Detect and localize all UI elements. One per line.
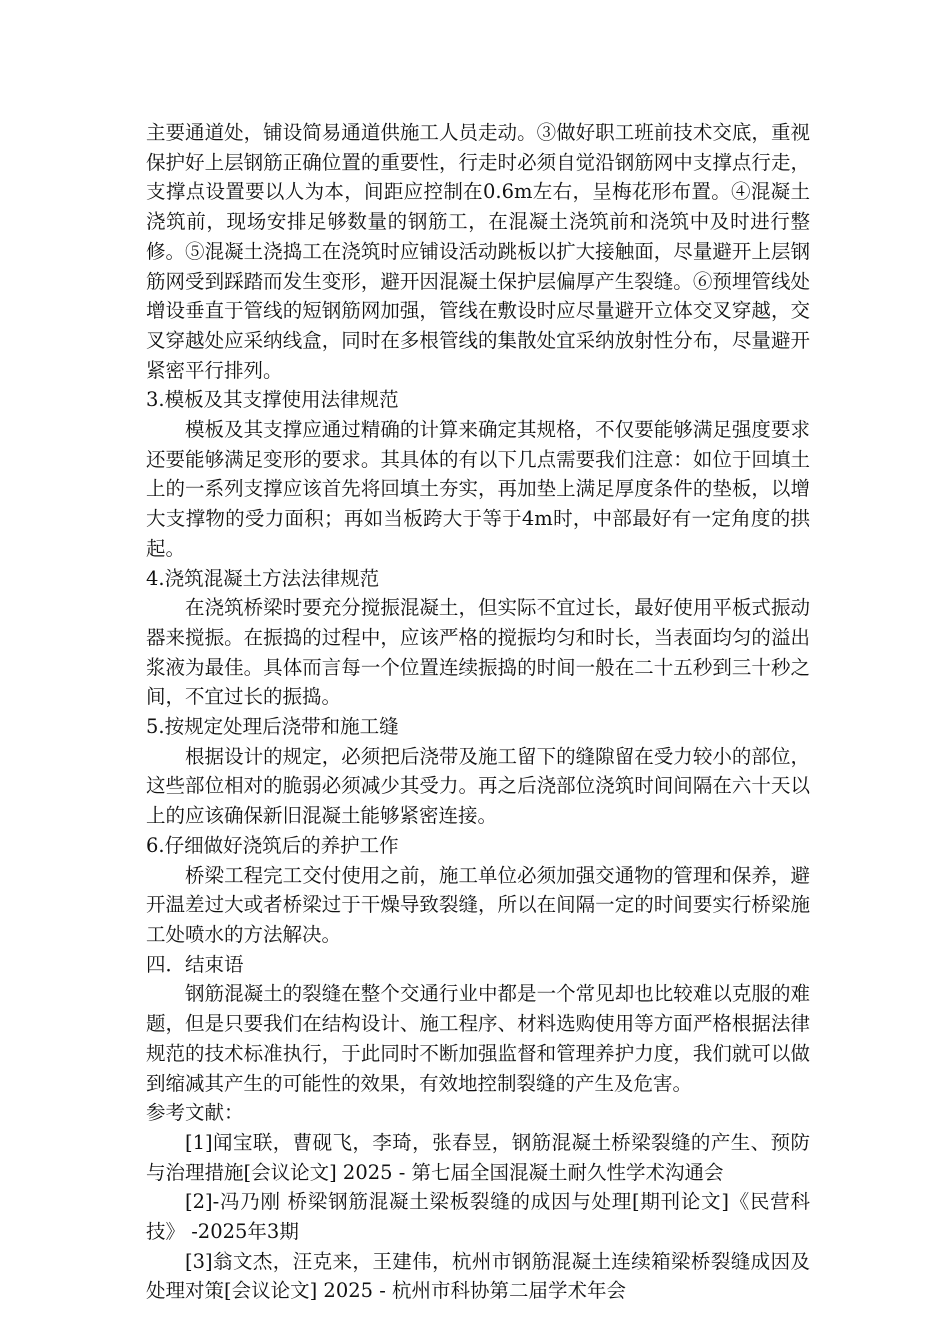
body-paragraph-construction-measures: 主要通道处，铺设简易通道供施工人员走动。③做好职工班前技术交底，重视保护好上层钢筋正确位置的重要性，行走时必须自觉沿钢筋网中支撑点行走，支撑点设置要以人为本，间距应控制在0.6m左右，呈梅花形布置。④混凝土浇筑前，现场安排足够数量的钢筋工，在混凝土浇筑前和浇筑中及时进行整修。⑤混凝土浇捣工在浇筑时应铺设活动跳板以扩大接触面，尽量避开上层钢筋网受到踩踏而发生变形，避开因混凝土保护层偏厚产生裂缝。⑥预埋管线处增设垂直于管线的短钢筋网加强，管线在敷设时应尽量避开立体交叉穿越，交叉穿越处应采纳线盒，同时在多根管线的集散处宜采纳放射性分布，尽量避开紧密平行排列。 <box>146 121 810 382</box>
section-heading-curing: 6.仔细做好浇筑后的养护工作 <box>146 833 399 857</box>
section-heading-formwork: 3.模板及其支撑使用法律规范 <box>146 388 399 412</box>
body-paragraph-conclusion: 钢筋混凝土的裂缝在整个交通行业中都是一个常见却也比较难以克服的难题，但是只要我们在结构设计、施工程序、材料选购使用等方面严格根据法律规范的技术标准执行，于此同时不断加强监督和管理养护力度，我们就可以做到缩减其产生的可能性的效果，有效地控制裂缝的产生及危害。 <box>146 982 810 1095</box>
body-paragraph-pouring: 在浇筑桥梁时要充分搅振混凝土，但实际不宜过长，最好使用平板式振动器来搅振。在振捣的过程中，应该严格的搅振均匀和时长，当表面均匀的溢出浆液为最佳。具体而言每一个位置连续振捣的时间一般在二十五秒到三十秒之间，不宜过长的振捣。 <box>146 596 810 709</box>
reference-item-2: [2]-冯乃刚 桥梁钢筋混凝土梁板裂缝的成因与处理[期刊论文]《民营科技》 -2025年3期 <box>146 1190 810 1244</box>
body-paragraph-curing: 桥梁工程完工交付使用之前，施工单位必须加强交通物的管理和保养，避开温差过大或者桥梁过于干燥导致裂缝，所以在间隔一定的时间要实行桥梁施工处喷水的方法解决。 <box>146 863 810 946</box>
reference-item-1: [1]闻宝联，曹砚飞，李琦，张春昱，钢筋混凝土桥梁裂缝的产生、预防与治理措施[会议论文] 2025 - 第七届全国混凝土耐久性学术沟通会 <box>146 1130 810 1184</box>
body-paragraph-formwork: 模板及其支撑应通过精确的计算来确定其规格，不仅要能够满足强度要求还要能够满足变形的要求。其具体的有以下几点需要我们注意：如位于回填土上的一系列支撑应该首先将回填土夯实，再加垫上满足厚度条件的垫板，以增大支撑物的受力面积；再如当板跨大于等于4m时，中部最好有一定角度的拱起。 <box>146 418 810 560</box>
references-heading: 参考文献： <box>146 1101 244 1125</box>
body-paragraph-joints: 根据设计的规定，必须把后浇带及施工留下的缝隙留在受力较小的部位，这些部位相对的脆弱必须减少其受力。再之后浇部位浇筑时间间隔在六十天以上的应该确保新旧混凝土能够紧密连接。 <box>146 744 810 828</box>
section-heading-joints: 5.按规定处理后浇带和施工缝 <box>146 715 399 739</box>
section-heading-pouring: 4.浇筑混凝土方法法律规范 <box>146 566 380 590</box>
section-heading-conclusion: 四．结束语 <box>146 952 244 976</box>
reference-item-3: [3]翁文杰，汪克来，王建伟，杭州市钢筋混凝土连续箱梁桥裂缝成因及处理对策[会议论文] 2025 - 杭州市科协第二届学术年会 <box>146 1249 810 1303</box>
document-page <box>146 118 810 1306</box>
